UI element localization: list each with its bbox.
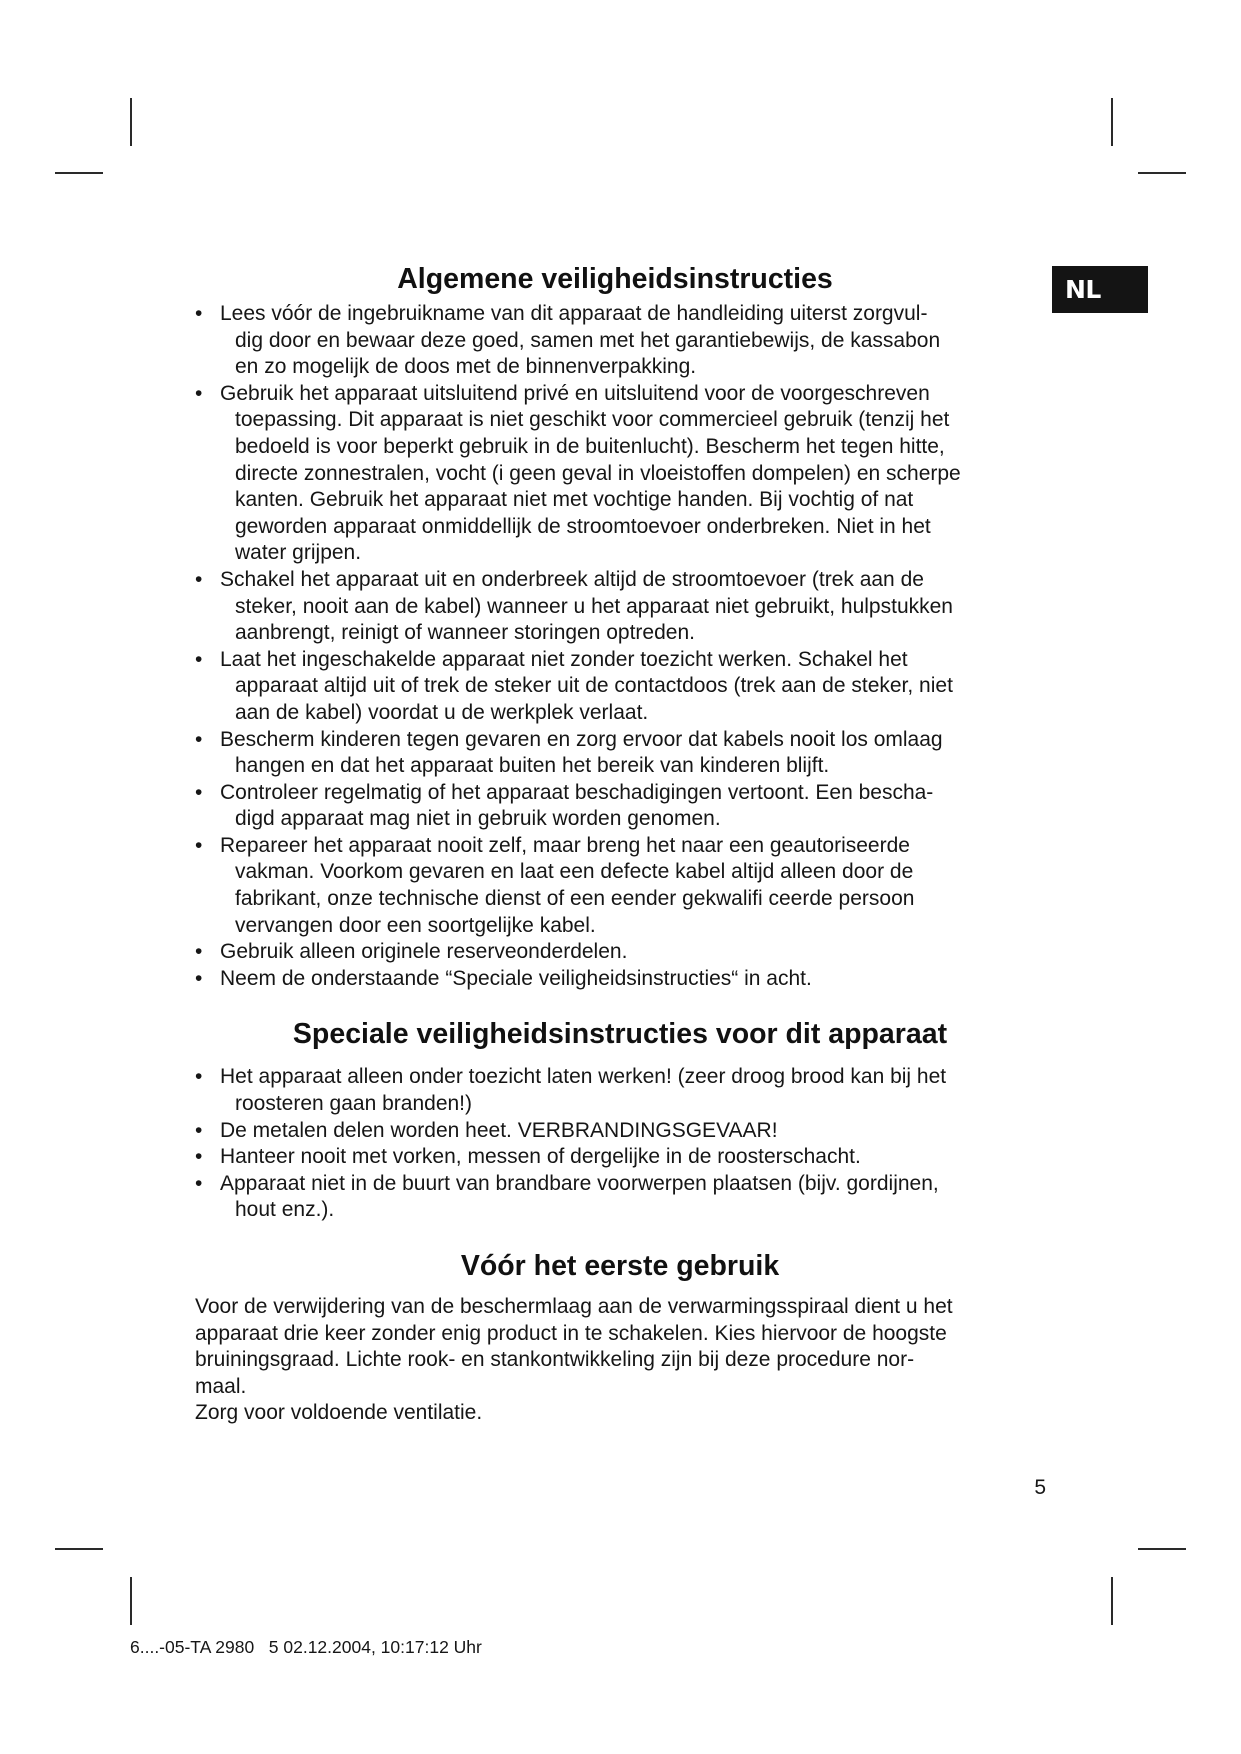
- list-item-line: De metalen delen worden heet. VERBRANDINGSGEVAAR!: [220, 1118, 778, 1142]
- bullet-icon: •: [195, 940, 203, 964]
- list-item-line: kanten. Gebruik het apparaat niet met vochtige handen. Bij vochtig of nat: [235, 488, 914, 512]
- list-item-line: Gebruik alleen originele reserveonderdelen.: [220, 940, 628, 964]
- list-item-line: water grijpen.: [235, 541, 362, 565]
- list-item-line: apparaat altijd uit of trek de steker uit de contactdoos (trek aan de steker, niet: [235, 674, 953, 698]
- list-item-line: Neem de onderstaande “Speciale veiligheidsinstructies“ in acht.: [220, 966, 812, 990]
- list-item-line: bedoeld is voor beperkt gebruik in de buitenlucht). Bescherm het tegen hitte,: [235, 434, 945, 458]
- list-item-line: hangen en dat het apparaat buiten het bereik van kinderen blijft.: [235, 754, 830, 778]
- list-item: [195, 1118, 1045, 1145]
- list-item: [195, 727, 1045, 780]
- list-item-line: roosteren gaan branden!): [235, 1092, 472, 1116]
- list-item: [195, 966, 1045, 993]
- heading-first-use: Vóór het eerste gebruik: [460, 1250, 780, 1282]
- crop-mark-top-left-vertical: [130, 98, 132, 146]
- crop-mark-bottom-right-horizontal: [1138, 1548, 1186, 1550]
- list-item-line: steker, nooit aan de kabel) wanneer u het apparaat niet gebruikt, hulpstukken: [235, 594, 953, 618]
- list-item-line: Laat het ingeschakelde apparaat niet zonder toezicht werken. Schakel het: [220, 647, 908, 671]
- language-tab: NL: [1052, 266, 1148, 313]
- bullet-icon: •: [195, 1145, 203, 1169]
- list-item: [195, 833, 1045, 939]
- bullet-icon: •: [195, 1171, 203, 1195]
- page-number: 5: [1034, 1476, 1046, 1499]
- list-item: [195, 647, 1045, 727]
- crop-mark-bottom-left-horizontal: [55, 1548, 103, 1550]
- list-item-line: Apparaat niet in de buurt van brandbare voorwerpen plaatsen (bijv. gordijnen,: [220, 1171, 939, 1195]
- list-item-line: Het apparaat alleen onder toezicht laten werken! (zeer droog brood kan bij het: [220, 1065, 947, 1089]
- list-item-line: directe zonnestralen, vocht (i geen geval in vloeistoffen dompelen) en scherpe: [235, 461, 961, 485]
- bullet-icon: •: [195, 780, 203, 804]
- list-item-line: Lees vóór de ingebruikname van dit apparaat de handleiding uiterst zorgvul-: [220, 302, 928, 325]
- general-safety-list: [195, 301, 1045, 992]
- bullet-icon: •: [195, 727, 203, 751]
- list-item-line: toepassing. Dit apparaat is niet geschikt voor commercieel gebruik (tenzij het: [235, 408, 950, 432]
- bullet-icon: •: [195, 381, 203, 405]
- first-use-paragraph: [195, 1294, 1045, 1427]
- paragraph-line: apparaat drie keer zonder enig product in te schakelen. Kies hiervoor de hoogste: [195, 1321, 947, 1345]
- list-item: [195, 780, 1045, 833]
- paragraph-line: Voor de verwijdering van de beschermlaag aan de verwarmingsspiraal dient u het: [195, 1295, 953, 1318]
- list-item-line: aanbrengt, reinigt of wanneer storingen optreden.: [235, 621, 695, 645]
- list-item-line: fabrikant, onze technische dienst of een eender gekwalifi ceerde persoon: [235, 887, 915, 911]
- list-item-line: digd apparaat mag niet in gebruik worden genomen.: [235, 807, 721, 831]
- list-item: [195, 939, 1045, 966]
- crop-mark-bottom-right-vertical: [1111, 1577, 1113, 1625]
- list-item-line: Bescherm kinderen tegen gevaren en zorg ervoor dat kabels nooit los omlaag: [220, 727, 943, 751]
- bullet-icon: •: [195, 647, 203, 671]
- bullet-icon: •: [195, 1118, 203, 1142]
- bullet-icon: •: [195, 302, 203, 325]
- list-item-line: en zo mogelijk de doos met de binnenverpakking.: [235, 355, 697, 379]
- list-item-line: Gebruik het apparaat uitsluitend privé en uitsluitend voor de voorgeschreven: [220, 381, 930, 405]
- list-item-line: aan de kabel) voordat u de werkplek verlaat.: [235, 700, 649, 724]
- list-item-line: dig door en bewaar deze goed, samen met het garantiebewijs, de kassabon: [235, 328, 941, 352]
- paragraph-line: Zorg voor voldoende ventilatie.: [195, 1401, 483, 1425]
- heading-special-safety: Speciale veiligheidsinstructies voor dit apparaat: [292, 1018, 948, 1051]
- crop-mark-top-right-horizontal: [1138, 172, 1186, 174]
- bullet-icon: •: [195, 1065, 203, 1089]
- list-item: [195, 301, 1045, 381]
- list-item: [195, 1064, 1045, 1117]
- paragraph-line: bruiningsgraad. Lichte rook- en stankontwikkeling zijn bij deze procedure nor-: [195, 1348, 915, 1372]
- heading-general-safety: Algemene veiligheidsinstructies: [397, 263, 833, 295]
- bullet-icon: •: [195, 567, 203, 591]
- list-item: [195, 1144, 1045, 1171]
- special-safety-list: [195, 1064, 1045, 1224]
- crop-mark-top-left-horizontal: [55, 172, 103, 174]
- bullet-icon: •: [195, 833, 203, 857]
- list-item-line: vakman. Voorkom gevaren en laat een defecte kabel altijd alleen door de: [235, 860, 914, 884]
- list-item-line: Repareer het apparaat nooit zelf, maar breng het naar een geautoriseerde: [220, 833, 910, 857]
- crop-mark-top-right-vertical: [1111, 98, 1113, 146]
- list-item-line: Schakel het apparaat uit en onderbreek altijd de stroomtoevoer (trek aan de: [220, 567, 924, 591]
- list-item-line: Hanteer nooit met vorken, messen of dergelijke in de roosterschacht.: [220, 1145, 861, 1169]
- list-item-line: vervangen door een soortgelijke kabel.: [235, 913, 596, 937]
- print-footer: 6....-05-TA 2980 5 02.12.2004, 10:17:12 Uhr: [130, 1637, 482, 1657]
- list-item: [195, 567, 1045, 647]
- crop-mark-bottom-left-vertical: [130, 1577, 132, 1625]
- list-item-line: Controleer regelmatig of het apparaat beschadigingen vertoont. Een bescha-: [220, 780, 934, 804]
- list-item: [195, 1171, 1045, 1224]
- list-item: [195, 381, 1045, 567]
- list-item-line: geworden apparaat onmiddellijk de stroomtoevoer onderbreken. Niet in het: [235, 514, 931, 538]
- paragraph-line: maal.: [195, 1374, 247, 1398]
- page-content: [195, 262, 1045, 1427]
- list-item-line: hout enz.).: [235, 1198, 335, 1222]
- bullet-icon: •: [195, 966, 203, 990]
